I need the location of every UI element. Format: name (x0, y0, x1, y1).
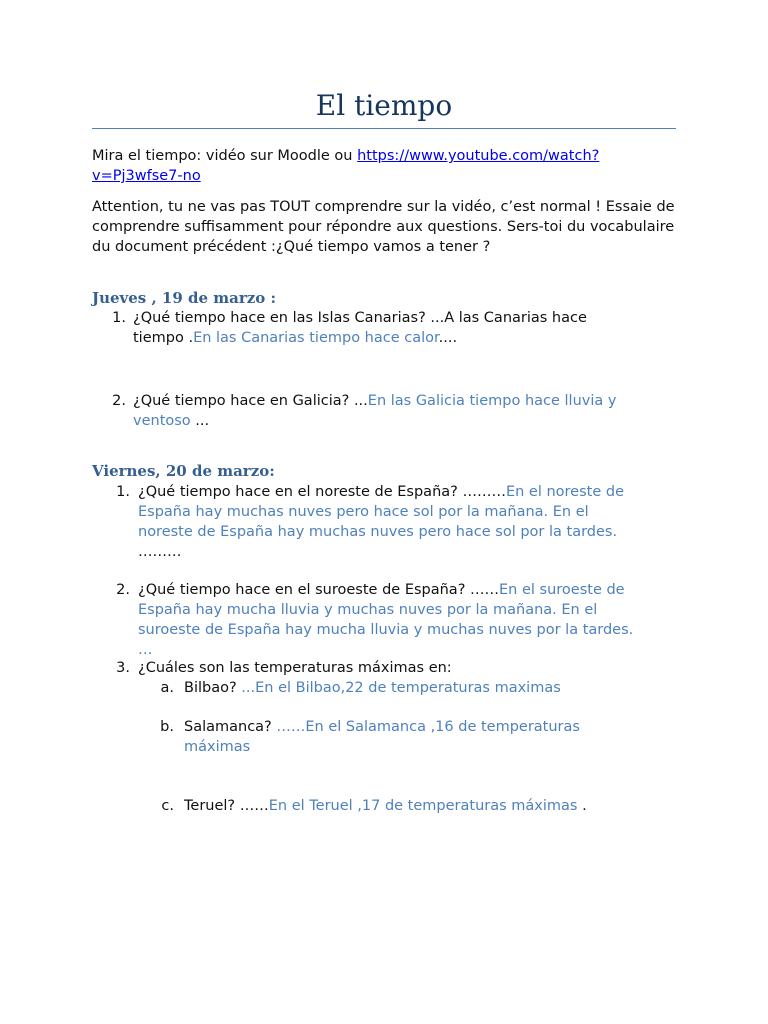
s2-q2-text (138, 580, 676, 660)
s2-q3a-text (184, 678, 676, 698)
s2-q3a-prefix: Bilbao? (184, 680, 242, 696)
s2-q2-number: 2. (116, 582, 130, 598)
youtube-link-line1: https://www.youtube.com/watch? (357, 148, 600, 164)
s2-q3a-letter: a. (160, 680, 174, 696)
s1-q2-number: 2. (112, 393, 126, 409)
s1-q2-suffix: ... (190, 413, 210, 429)
intro-text: Mira el tiempo: vidéo sur Moodle ou (92, 148, 358, 164)
s2-q3b-text (184, 717, 676, 757)
attention-paragraph: Attention, tu ne vas pas TOUT comprendre sur la vidéo, c’est normal ! Essaie de comprendre suffisamment pour répondre aux questions. Sers-toi du vocabulaire du document précédent :¿Qué tiempo vamos a tener ? (92, 199, 675, 255)
s2-q3b-answer-line2: máximas (184, 739, 251, 755)
s2-q3c-letter: c. (161, 798, 174, 814)
s2-q1-number: 1. (116, 484, 130, 500)
s2-q1-answer-line1: En el noreste de (505, 484, 624, 500)
s2-q3c-suffix: . (577, 798, 587, 814)
s1-q1-suffix: .... (438, 330, 458, 346)
heading-jueves: Jueves , 19 de marzo : (92, 289, 277, 307)
s2-q2-answer-line2: España hay mucha lluvia y muchas nuves por la mañana. En el (138, 602, 598, 618)
s2-q3c-text (184, 796, 676, 816)
s2-q3-number: 3. (116, 660, 130, 676)
s2-q2-answer-line1: En el suroeste de (499, 582, 625, 598)
youtube-link-line2: v=Pj3wfse7-no (92, 168, 201, 184)
s2-q2-answer-line4: … (138, 642, 153, 658)
s2-q3-text: ¿Cuáles son las temperaturas máximas en: (138, 660, 452, 676)
s1-q1-number: 1. (112, 310, 126, 326)
s1-q2-answer-line1: En las Galicia tiempo hace lluvia y (367, 393, 617, 409)
s2-q3b-letter: b. (160, 719, 174, 735)
s1-q1-line2-prefix: tiempo . (133, 330, 194, 346)
s1-q1-text (133, 308, 676, 348)
s2-q3a-answer: ...En el Bilbao,22 de temperaturas maximas (241, 680, 561, 696)
s2-q3b-answer-line1: ……En el Salamanca ,16 de temperaturas (276, 719, 580, 735)
s2-q1-answer-line3: noreste de España hay muchas nuves pero hace sol por la tardes. (138, 524, 618, 540)
s2-q1-suffix: ……… (138, 544, 182, 560)
s2-q3c-answer: En el Teruel ,17 de temperaturas máximas (268, 798, 578, 814)
s2-q2-prefix: ¿Qué tiempo hace en el suroeste de España? …… (138, 582, 499, 598)
s2-q1-text (138, 482, 676, 562)
page-title: El tiempo (315, 89, 453, 122)
heading-viernes: Viernes, 20 de marzo: (92, 462, 275, 480)
s1-q2-answer-line2: ventoso (133, 413, 191, 429)
s2-q3b-prefix: Salamanca? (184, 719, 277, 735)
s1-q2-prefix: ¿Qué tiempo hace en Galicia? ... (133, 393, 368, 409)
s2-q1-prefix: ¿Qué tiempo hace en el noreste de España? ……… (138, 484, 506, 500)
s2-q3c-prefix: Teruel? …… (184, 798, 269, 814)
title-underline (92, 128, 676, 129)
s2-q1-answer-line2: España hay muchas nuves pero hace sol por la mañana. En el (138, 504, 589, 520)
intro-paragraph (92, 146, 676, 186)
s1-q2-text (133, 391, 676, 431)
s1-q1-line1: ¿Qué tiempo hace en las Islas Canarias? ...A las Canarias hace (133, 310, 587, 326)
s1-q1-answer: En las Canarias tiempo hace calor (193, 330, 439, 346)
s2-q2-answer-line3: suroeste de España hay mucha lluvia y muchas nuves por la tardes. (138, 622, 634, 638)
